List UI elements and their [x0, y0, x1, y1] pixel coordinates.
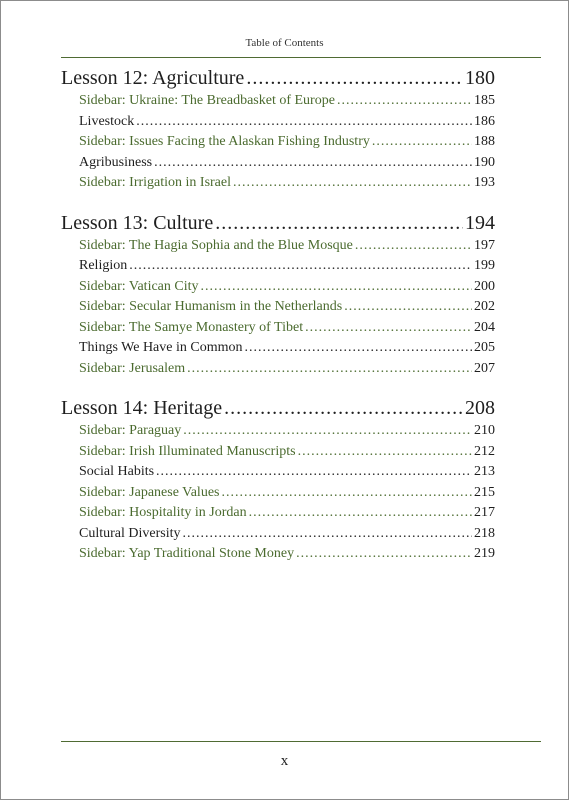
entry-label: Livestock — [79, 113, 135, 129]
dot-leader — [183, 421, 472, 442]
toc-entry[interactable] — [79, 236, 495, 257]
dot-leader — [201, 277, 473, 298]
entry-label: Religion — [79, 258, 128, 273]
toc-entry[interactable] — [79, 359, 495, 380]
dot-leader — [344, 297, 472, 318]
entry-label: Sidebar: Japanese Values — [79, 484, 220, 500]
toc-entry[interactable] — [79, 173, 495, 194]
toc-entry[interactable] — [79, 256, 495, 277]
entry-label: Sidebar: Paraguay — [79, 423, 182, 438]
dot-leader — [187, 359, 472, 380]
toc-entry[interactable] — [79, 503, 495, 524]
dot-leader — [298, 442, 472, 463]
entry-label: Sidebar: The Samye Monastery of Tibet — [79, 319, 304, 335]
dot-leader — [305, 318, 472, 339]
lesson-heading[interactable] — [61, 210, 495, 236]
dot-leader — [154, 153, 472, 174]
lesson-page-number: 208 — [465, 397, 495, 419]
dot-leader — [249, 503, 472, 524]
lesson-page-number: 194 — [465, 211, 495, 234]
header-rule — [61, 57, 541, 58]
toc-entry[interactable] — [79, 524, 495, 545]
toc-entry[interactable] — [79, 338, 495, 359]
lesson-section — [61, 210, 495, 380]
running-header: Table of Contents — [245, 37, 324, 49]
lesson-title: Lesson 12: Agriculture — [61, 67, 245, 89]
toc-entry[interactable] — [79, 318, 495, 339]
entry-label: Sidebar: Irrigation in Israel — [79, 175, 232, 190]
lesson-heading[interactable] — [61, 65, 495, 91]
lesson-title: Lesson 14: Heritage — [61, 397, 223, 419]
toc-entry[interactable] — [79, 153, 495, 174]
entry-label: Agribusiness — [79, 154, 153, 170]
entry-label: Sidebar: Ukraine: The Breadbasket of Europe — [79, 93, 335, 108]
lesson-section — [61, 395, 495, 565]
entry-page-number: 207 — [474, 360, 495, 376]
page-number: x — [280, 753, 289, 769]
entry-page-number: 215 — [474, 484, 495, 500]
toc-entry[interactable] — [79, 132, 495, 153]
dot-leader — [183, 524, 473, 545]
toc-entry[interactable] — [79, 277, 495, 298]
lesson-page-number: 180 — [465, 67, 495, 89]
dot-leader — [245, 338, 473, 359]
toc-entry[interactable] — [79, 483, 495, 504]
entry-page-number: 200 — [474, 278, 495, 294]
toc-entry[interactable] — [79, 442, 495, 463]
entry-page-number: 185 — [474, 93, 495, 108]
footer-rule — [61, 741, 541, 742]
dot-leader — [372, 132, 472, 153]
entry-page-number: 212 — [474, 443, 495, 459]
entry-page-number: 193 — [474, 175, 495, 190]
entry-page-number: 205 — [474, 340, 495, 355]
dot-leader — [221, 483, 472, 504]
entry-label: Social Habits — [79, 464, 155, 479]
entry-page-number: 202 — [474, 299, 495, 314]
toc-entry[interactable] — [79, 421, 495, 442]
dot-leader — [233, 173, 472, 194]
lesson-section — [61, 65, 495, 194]
entry-label: Sidebar: Hospitality in Jordan — [79, 505, 247, 520]
dot-leader — [224, 395, 463, 421]
dot-leader — [156, 462, 472, 483]
dot-leader — [337, 91, 472, 112]
entry-label: Things We Have in Common — [79, 340, 243, 355]
entry-label: Sidebar: Jerusalem — [79, 360, 186, 376]
dot-leader — [136, 112, 472, 133]
lesson-heading[interactable] — [61, 395, 495, 421]
entry-label: Sidebar: Issues Facing the Alaskan Fishing Industry — [79, 134, 370, 149]
dot-leader — [246, 65, 463, 91]
dot-leader — [215, 210, 463, 236]
entry-label: Sidebar: Irish Illuminated Manuscripts — [79, 443, 296, 459]
toc-entry[interactable] — [79, 462, 495, 483]
entry-label: Sidebar: Vatican City — [79, 278, 199, 294]
entry-page-number: 190 — [474, 154, 495, 170]
entry-page-number: 219 — [474, 546, 495, 561]
entry-page-number: 210 — [474, 423, 495, 438]
entry-label: Cultural Diversity — [79, 525, 181, 541]
dot-leader — [129, 256, 472, 277]
entry-page-number: 199 — [474, 258, 495, 273]
toc-entry[interactable] — [79, 112, 495, 133]
entry-label: Sidebar: Yap Traditional Stone Money — [79, 546, 295, 561]
entry-page-number: 204 — [474, 319, 495, 335]
lesson-title: Lesson 13: Culture — [61, 211, 214, 234]
entry-label: Sidebar: The Hagia Sophia and the Blue Mosque — [79, 237, 353, 253]
dot-leader — [296, 544, 472, 565]
entry-page-number: 186 — [474, 113, 495, 129]
toc-entry[interactable] — [79, 297, 495, 318]
dot-leader — [355, 236, 472, 257]
toc-entry[interactable] — [79, 91, 495, 112]
entry-page-number: 213 — [474, 464, 495, 479]
entry-label: Sidebar: Secular Humanism in the Netherlands — [79, 299, 343, 314]
entry-page-number: 188 — [474, 134, 495, 149]
entry-page-number: 217 — [474, 505, 495, 520]
toc-entry[interactable] — [79, 544, 495, 565]
entry-page-number: 197 — [474, 237, 495, 253]
table-of-contents — [61, 65, 495, 581]
entry-page-number: 218 — [474, 525, 495, 541]
